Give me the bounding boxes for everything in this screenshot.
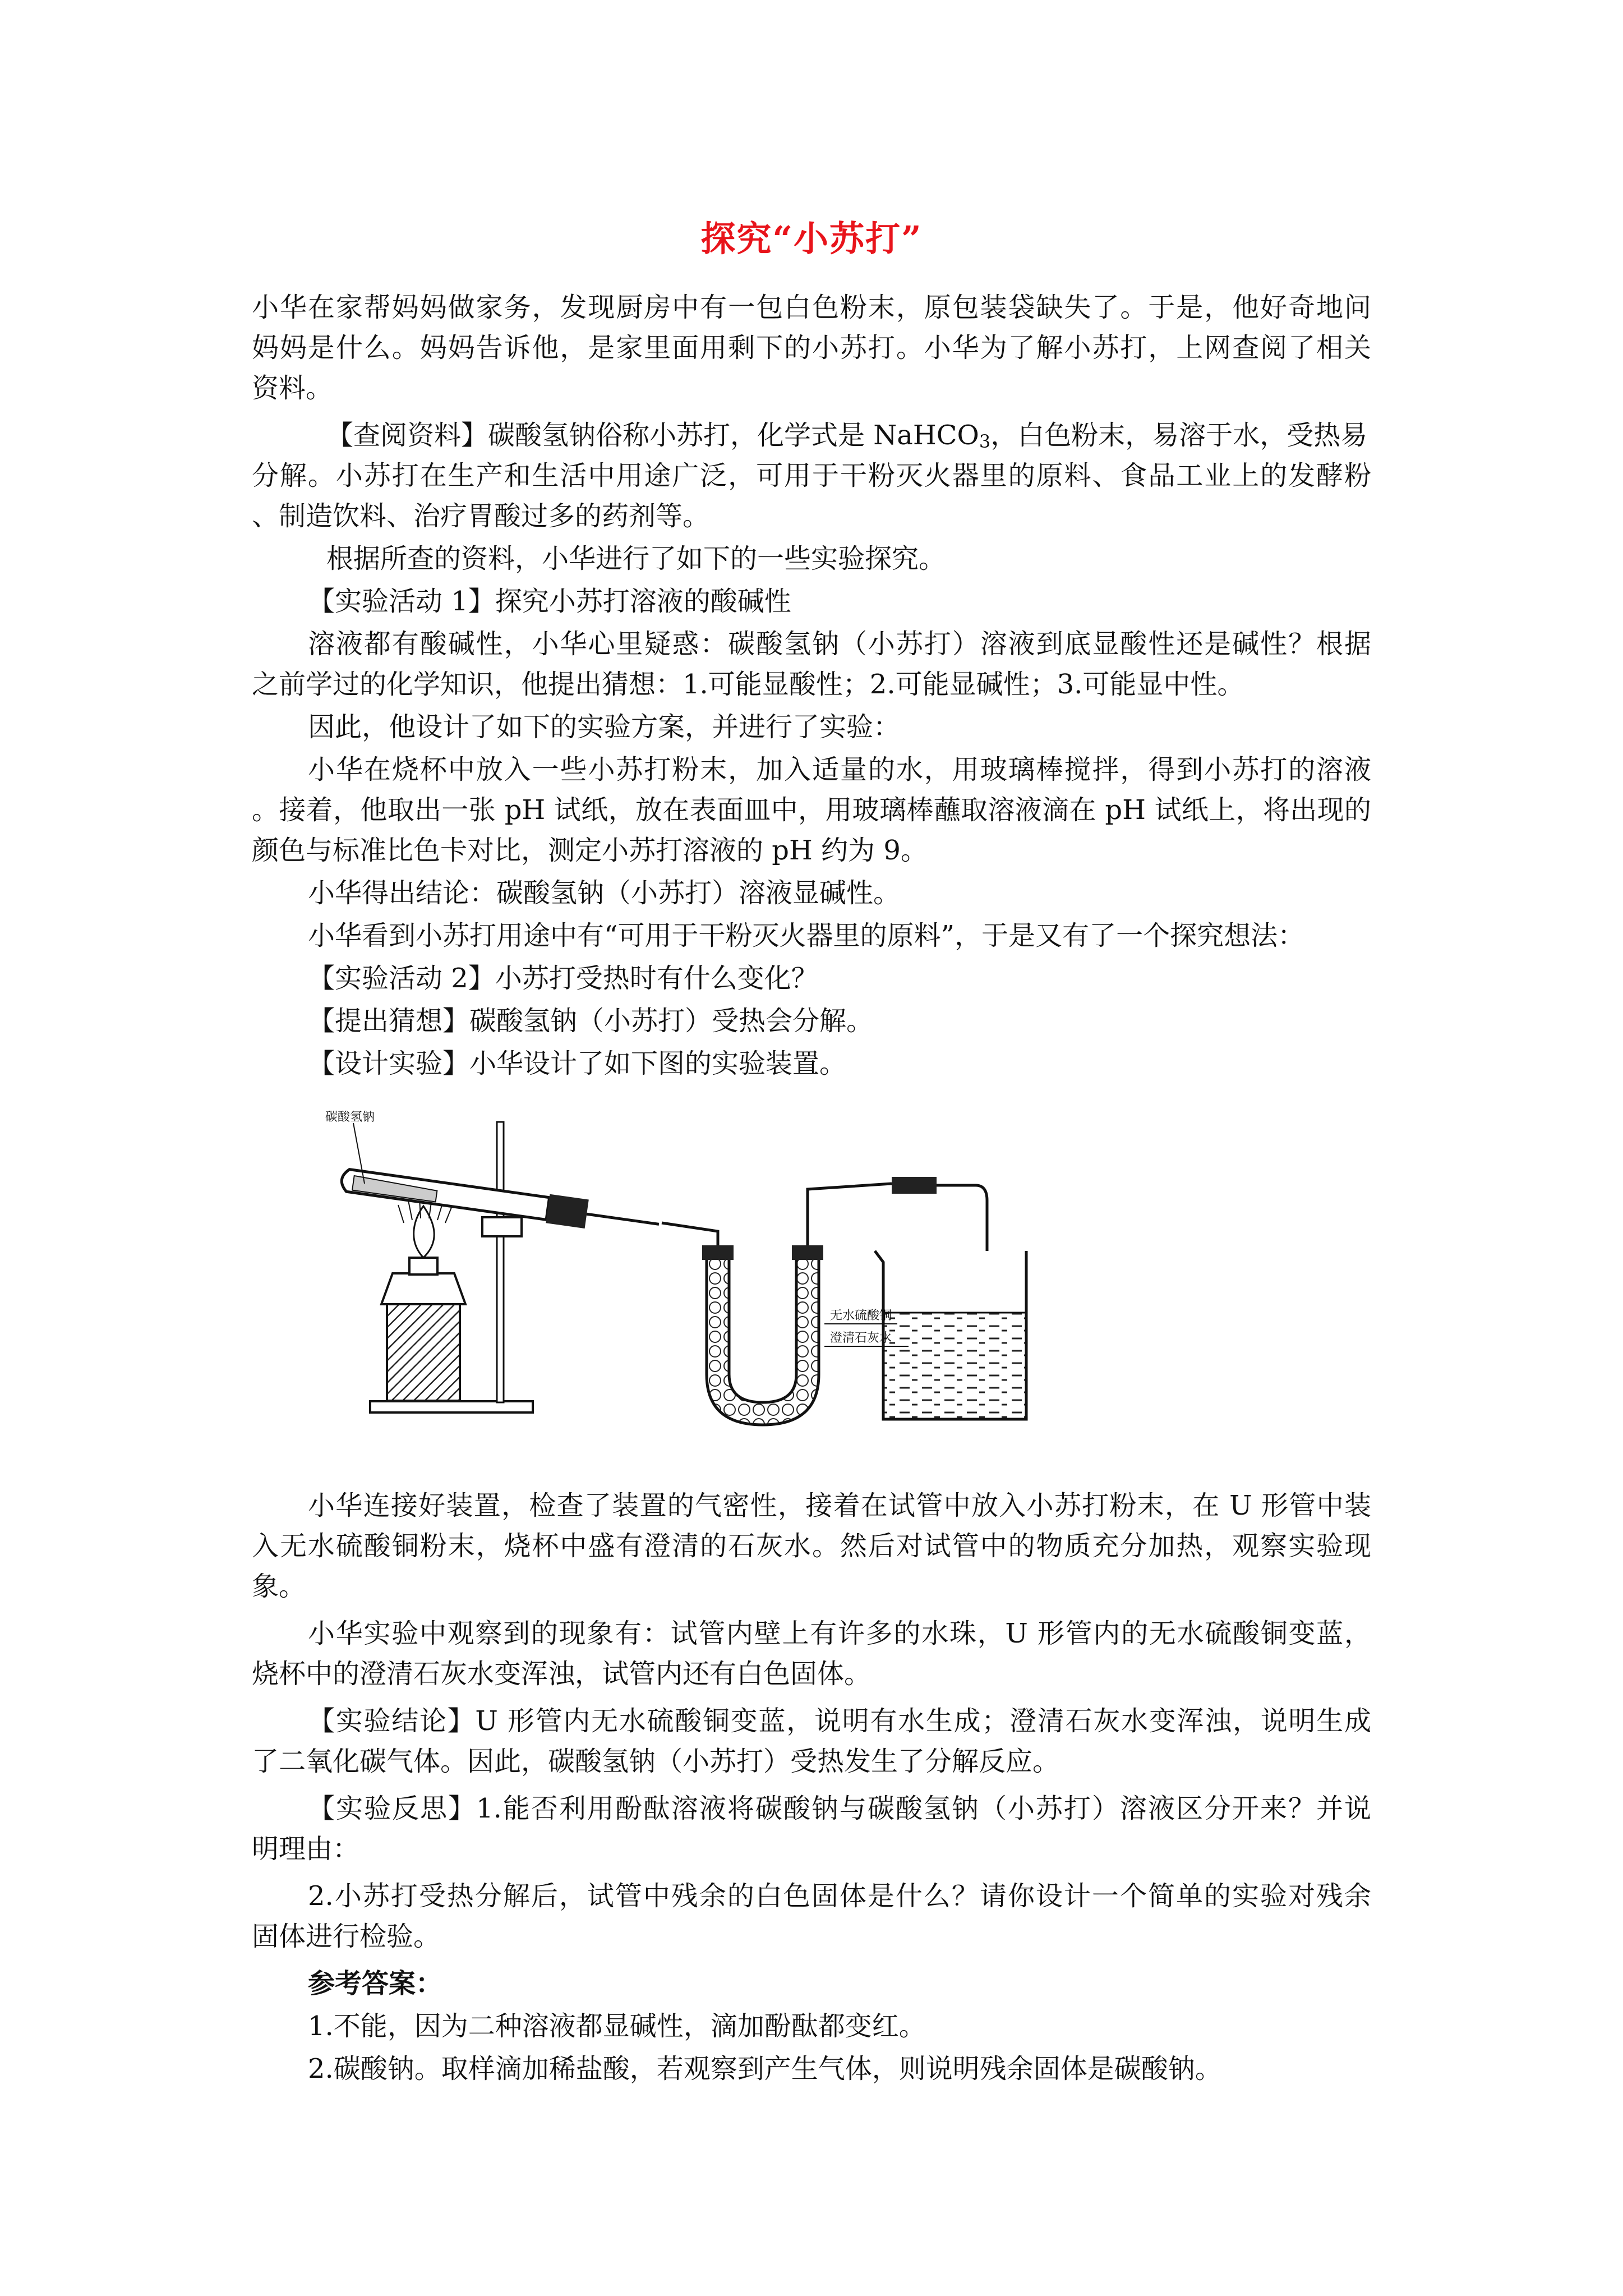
u-tube-stopper-right [792,1245,823,1260]
hypothesis-line-2: 之前学过的化学知识，他提出猜想：1.可能显酸性；2.可能显碱性；3.可能显中性。 [252,669,1244,700]
procedure-line-3: 颜色与标准比色卡对比，测定小苏打溶液的 pH 约为 9。 [252,835,928,866]
idea-line: 小华看到小苏打用途中有“可用于干粉灭火器里的原料”，于是又有了一个探究想法： [308,920,1305,951]
hypothesis-line-1: 溶液都有酸碱性，小华心里疑惑：碳酸氢钠（小苏打）溶液到底显酸性还是碱性？根据 [308,628,1371,660]
test-tube [340,1168,550,1220]
procedure-line-1: 小华在烧杯中放入一些小苏打粉末，加入适量的水，用玻璃棒搅拌，得到小苏打的溶液 [308,754,1371,785]
lamp-block [387,1304,460,1401]
plan-line: 根据所查的资料，小华进行了如下的一些实验探究。 [326,543,946,574]
clamp [482,1217,522,1236]
intro-line-3: 资料。 [252,372,333,404]
result-line-2: 了二氧化碳气体。因此，碳酸氢钠（小苏打）受热发生了分解反应。 [252,1746,1060,1777]
reflection2-line-1: 2.小苏打受热分解后，试管中残余的白色固体是什么？请你设计一个简单的实验对残余 [308,1880,1371,1912]
answer-2: 2.碳酸钠。取样滴加稀盐酸，若观察到产生气体，则说明残余固体是碳酸钠。 [308,2053,1222,2085]
observation-line-2: 烧杯中的澄清石灰水变浑浊，试管内还有白色固体。 [252,1658,872,1690]
flame [414,1206,435,1258]
procedure-line-2: 。接着，他取出一张 pH 试纸，放在表面皿中，用玻璃棒蘸取溶液滴在 pH 试纸上，将出现的 [252,794,1371,826]
reflection-line-2: 明理由： [252,1833,360,1865]
rubber-connector [892,1177,937,1194]
stand-base [370,1401,533,1412]
activity-2-heading: 【实验活动 2】小苏打受热时有什么变化？ [308,963,818,994]
intro-line-2: 妈妈是什么。妈妈告诉他，是家里面用剩下的小苏打。小华为了解小苏打，上网查阅了相关 [252,332,1371,364]
research-line-3: 、制造饮料、治疗胃酸过多的药剂等。 [252,500,710,532]
formula-subscript: 3 [979,431,991,452]
setup-line-3: 象。 [252,1571,306,1602]
scheme-line: 因此，他设计了如下的实验方案，并进行了实验： [308,711,901,743]
answer-1: 1.不能，因为二种溶液都显碱性，滴加酚酞都变红。 [308,2010,926,2042]
apparatus-figure [314,1111,1082,1442]
stopper [546,1194,589,1228]
u-tube-stopper-left [702,1245,734,1260]
design-line: 【设计实验】小华设计了如下图的实验装置。 [308,1048,847,1079]
limewater [884,1313,1025,1418]
label-anhydrous-cuso4: 无水硫酸铜 [830,1309,892,1323]
conclusion-1-line: 小华得出结论：碳酸氢钠（小苏打）溶液显碱性。 [308,877,901,909]
research-line-2: 分解。小苏打在生产和生活中用途广泛，可用于干粉灭火器里的原料、食品工业上的发酵粉 [252,460,1371,491]
intro-line-1: 小华在家帮妈妈做家务，发现厨房中有一包白色粉末，原包装袋缺失了。于是，他好奇地问 [252,292,1371,323]
reflection-line-1: 【实验反思】1.能否利用酚酞溶液将碳酸钠与碳酸氢钠（小苏打）溶液区分开来？并说 [308,1793,1371,1824]
delivery-tube-2 [808,1184,892,1245]
reflection2-line-2: 固体进行检验。 [252,1921,441,1952]
answers-heading: 参考答案： [308,1968,443,1999]
alcohol-lamp [381,1273,465,1304]
setup-line-2: 入无水硫酸铜粉末，烧杯中盛有澄清的石灰水。然后对试管中的物质充分加热，观察实验现 [252,1530,1371,1562]
page-title: 探究“小苏打” [700,218,923,259]
stand-rod [497,1122,504,1402]
research-text-tail: ，白色粉末，易溶于水，受热易 [990,420,1368,451]
guess-line: 【提出猜想】碳酸氢钠（小苏打）受热会分解。 [308,1005,874,1037]
observation-line-1: 小华实验中观察到的现象有：试管内壁上有许多的水珠，U 形管内的无水硫酸铜变蓝， [308,1618,1371,1649]
setup-line-1: 小华连接好装置，检查了装置的气密性，接着在试管中放入小苏打粉末，在 U 形管中装 [308,1490,1371,1521]
apparatus-diagram [314,1111,1082,1442]
research-text: 【查阅资料】碳酸氢钠俗称小苏打，化学式是 NaHCO [326,420,979,451]
result-line-1: 【实验结论】U 形管内无水硫酸铜变蓝，说明有水生成；澄清石灰水变浑浊，说明生成 [308,1705,1371,1737]
label-limewater: 澄清石灰水 [830,1331,892,1345]
research-line-1 [326,415,1371,455]
activity-1-heading: 【实验活动 1】探究小苏打溶液的酸碱性 [308,586,791,617]
u-tube [707,1257,819,1425]
label-sodium-bicarbonate: 碳酸氢钠 [325,1111,375,1124]
